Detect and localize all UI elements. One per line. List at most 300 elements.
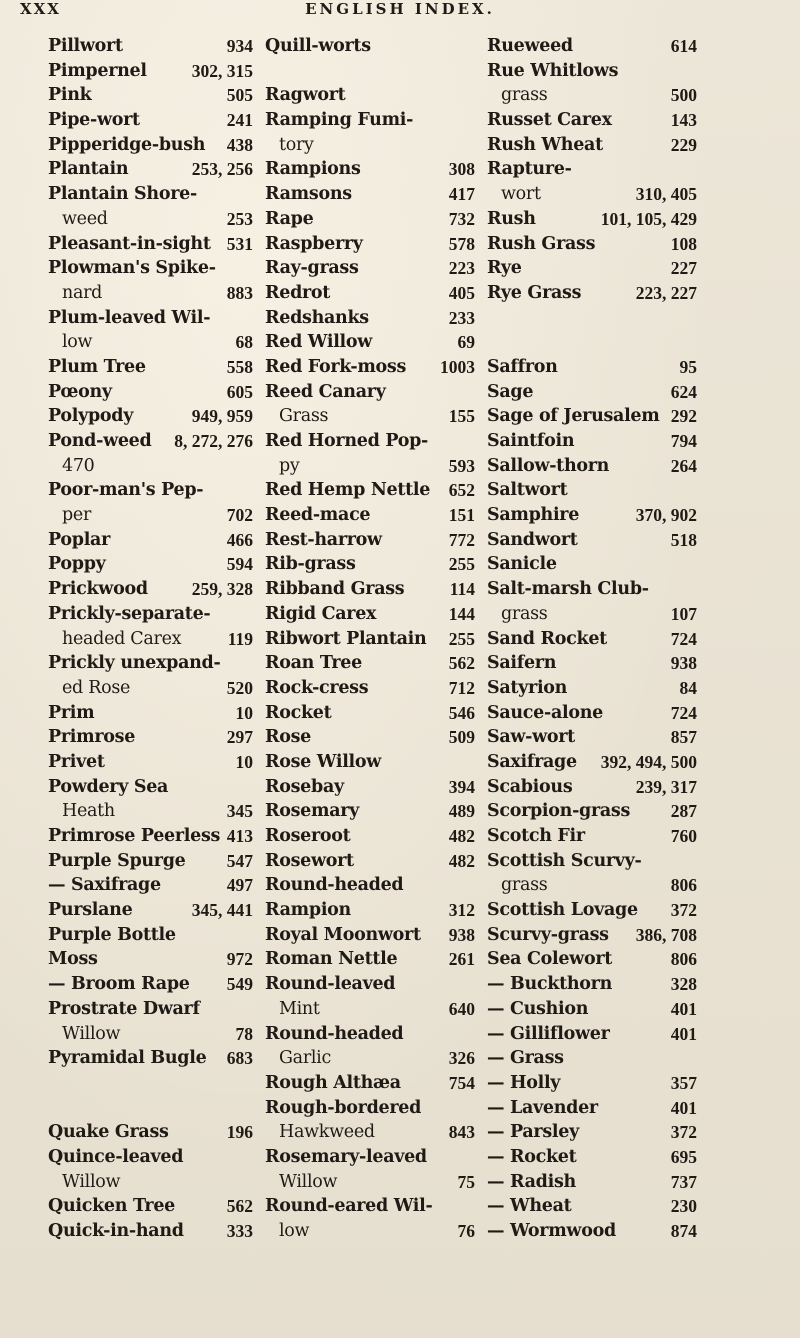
index-pages: 466 [226,529,253,550]
index-term: Pimpernel [48,60,147,81]
index-term: Powdery Sea [48,776,169,797]
index-entry [487,799,697,824]
index-term: Rye [487,258,522,279]
index-term: — Holly [487,1072,561,1093]
index-entry [487,59,697,84]
index-pages: 737 [670,1171,697,1192]
index-term: Pipperidge-bush [48,134,206,155]
index-pages: 75 [457,1171,475,1192]
index-term: Rock-cress [265,677,369,698]
index-term: — Broom Rape [48,974,190,995]
index-pages: 345, 441 [191,900,253,921]
index-entry [48,256,253,281]
index-term: Rough-bordered [265,1097,422,1118]
index-entry [487,380,697,405]
index-entry [487,849,697,874]
index-pages: 578 [448,233,475,254]
index-term: weed [62,208,108,229]
index-entry [265,232,475,257]
index-entry [487,824,697,849]
index-term: — Grass [487,1048,564,1069]
index-pages [471,429,475,454]
index-pages: 229 [670,134,697,155]
index-term: Satyrion [487,677,568,698]
index-term: Saltwort [487,480,568,501]
index-entry [265,133,475,158]
index-pages: 497 [226,875,253,896]
index-term: low [62,332,93,353]
index-pages: 143 [670,110,697,131]
index-term: Prostrate Dwarf [48,998,200,1019]
index-pages: 392, 494, 500 [600,751,697,772]
index-term: Samphire [487,505,580,526]
index-entry [48,799,253,824]
index-term: Round-headed [265,875,404,896]
index-pages: 547 [226,850,253,871]
index-entry [265,355,475,380]
index-pages: 333 [226,1221,253,1241]
index-entry [265,701,475,726]
index-entry [48,281,253,306]
index-term: Redrot [265,282,331,303]
index-term: Saintfoin [487,431,575,451]
index-entry [487,750,697,775]
index-entry [265,108,475,133]
index-entry [265,306,475,331]
index-entry [265,281,475,306]
index-entry [265,577,475,602]
index-entry [265,627,475,652]
index-term: grass [501,85,548,106]
index-pages: 712 [448,677,475,698]
index-pages: 482 [448,826,475,846]
index-term: Primrose [48,727,136,748]
index-term: Rocket [265,702,332,723]
index-pages: 413 [226,826,253,846]
index-term: Rush Wheat [487,134,603,155]
index-pages: 223 [448,258,475,279]
index-term: Garlic [279,1048,331,1069]
index-entry [487,552,697,577]
index-pages: 702 [226,505,253,526]
index-pages: 482 [448,850,475,871]
index-pages: 401 [670,998,697,1019]
index-entry [48,454,253,479]
index-term: Rose Willow [265,751,382,772]
index-entry [265,59,475,84]
index-term: — Parsley [487,1122,579,1143]
index-entry [487,503,697,528]
index-entry [48,478,253,503]
blank-margin [0,950,800,1338]
index-pages: 624 [670,381,697,402]
index-entry [487,355,697,380]
index-term: Scottish Scurvy- [487,850,642,871]
index-pages: 394 [448,776,475,797]
index-pages: 874 [670,1221,697,1241]
index-term: Red Willow [265,332,373,353]
index-entry [265,799,475,824]
index-term: Rough Althæa [265,1072,401,1093]
index-pages [693,59,697,84]
index-term: Roman Nettle [265,949,398,970]
index-term: Scabious [487,776,573,797]
index-pages [471,34,475,59]
index-term: Quick-in-hand [48,1221,184,1241]
index-term: Rose [265,727,312,748]
index-pages [693,157,697,182]
index-entry [48,552,253,577]
index-entry [265,207,475,232]
index-entry [48,775,253,800]
index-pages: 857 [670,727,697,748]
index-entry [48,182,253,207]
index-pages: 546 [448,702,475,723]
index-pages: 518 [670,529,697,550]
index-pages: 417 [448,184,475,205]
index-term: Ramping Fumi- [265,110,414,131]
index-term: Quicken Tree [48,1196,175,1217]
index-pages: 652 [448,480,475,501]
index-term: — Lavender [487,1097,598,1118]
index-pages: 972 [226,949,253,970]
index-entry [487,306,697,331]
index-pages: 253, 256 [191,159,253,180]
index-entry [487,923,697,948]
index-entry [487,256,697,281]
index-term: Plantain Shore- [48,184,197,205]
index-pages [693,552,697,577]
index-term: per [62,505,92,526]
index-pages [249,923,253,948]
index-pages [471,59,475,84]
index-term: Ribband Grass [265,579,405,600]
index-entry [265,775,475,800]
index-term: Rosewort [265,850,354,871]
index-pages: 76 [457,1221,475,1241]
index-term: Rib-grass [265,554,356,575]
index-entry [48,651,253,676]
index-entry [265,923,475,948]
index-pages: 794 [670,431,697,451]
index-term: Pink [48,85,92,106]
index-pages: 223, 227 [635,282,697,303]
index-entry [487,528,697,553]
index-pages: 259, 328 [191,579,253,600]
index-entry [48,923,253,948]
index-term: Saw-wort [487,727,575,748]
index-entry [265,454,475,479]
index-entry [48,602,253,627]
index-term: Sandwort [487,529,578,550]
index-pages: 683 [226,1048,253,1069]
index-entry [265,528,475,553]
index-entry [48,34,253,59]
index-entry [265,182,475,207]
index-entry [487,34,697,59]
index-pages [249,182,253,207]
index-pages [471,83,475,108]
index-entry [48,133,253,158]
index-pages: 605 [226,381,253,402]
index-pages: 119 [227,628,253,649]
index-entry [487,83,697,108]
index-term: grass [501,875,548,896]
index-pages: 558 [226,356,253,377]
page-number: XXX [20,0,61,18]
index-term: Rue Whitlows [487,60,619,81]
index-entry [48,676,253,701]
index-pages: 227 [670,258,697,279]
index-entry [265,651,475,676]
index-pages: 724 [670,628,697,649]
index-entry [265,404,475,429]
index-pages: 151 [448,505,475,526]
index-term: Rosemary [265,801,360,822]
index-pages [693,478,697,503]
index-term: low [279,1221,310,1241]
index-entry [487,627,697,652]
index-term: — Rocket [487,1146,577,1167]
index-pages: 531 [226,233,253,254]
index-entry [487,133,697,158]
index-pages [249,775,253,800]
index-pages: 357 [670,1072,697,1093]
index-pages: 370, 902 [635,505,697,526]
index-entry [265,157,475,182]
index-term: Quake Grass [48,1122,169,1143]
index-term: Rest-harrow [265,529,382,550]
index-term: Roseroot [265,826,351,846]
index-pages: 754 [448,1072,475,1093]
index-pages [693,577,697,602]
index-entry [48,306,253,331]
index-term: wort [501,184,541,205]
index-pages: 255 [448,628,475,649]
index-entry [48,701,253,726]
index-pages [249,256,253,281]
index-term: Prim [48,702,95,723]
index-entry [265,873,475,898]
index-entry [265,602,475,627]
index-entry [48,83,253,108]
index-entry [48,355,253,380]
index-pages: 144 [448,603,475,624]
index-term: Royal Moonwort [265,924,421,945]
index-entry [487,429,697,454]
index-pages [249,454,253,479]
index-pages: 310, 405 [635,184,697,205]
index-pages [471,380,475,405]
index-term: Rampions [265,159,361,180]
index-pages: 372 [670,900,697,921]
index-term: Willow [62,1171,121,1192]
index-term: ed Rose [62,677,131,698]
index-term: Saffron [487,356,558,377]
index-entry [48,824,253,849]
index-entry [48,725,253,750]
index-term: Moss [48,949,98,970]
index-pages: 593 [448,455,475,476]
index-entry [48,528,253,553]
index-pages: 760 [670,826,697,846]
index-term: Roan Tree [265,653,362,674]
index-pages: 255 [448,554,475,575]
index-entry [487,330,697,355]
index-term: Salt-marsh Club- [487,579,649,600]
index-term: nard [62,282,103,303]
index-entry [487,775,697,800]
index-term: Pœony [48,381,112,402]
index-term: Pipe-wort [48,110,140,131]
index-term: Raspberry [265,233,363,254]
index-pages: 84 [679,677,697,698]
index-pages: 695 [670,1146,697,1167]
index-pages: 489 [448,801,475,822]
index-term: — Radish [487,1171,576,1192]
index-term: Rush [487,208,536,229]
index-term: 470 [62,455,95,476]
index-entry [48,577,253,602]
index-entry [265,380,475,405]
index-pages: 724 [670,702,697,723]
index-entry [48,404,253,429]
index-pages: 401 [670,1097,697,1118]
index-pages: 345 [226,801,253,822]
index-pages: 509 [448,727,475,748]
index-pages: 10 [235,702,253,723]
index-pages: 562 [226,1196,253,1217]
index-term: Scurvy-grass [487,924,609,945]
index-pages [249,478,253,503]
index-term: Purple Spurge [48,850,186,871]
index-pages: 312 [448,900,475,921]
index-entry [48,750,253,775]
index-term: Ragwort [265,85,346,106]
index-term: Round-leaved [265,974,396,995]
index-entry [265,849,475,874]
index-term: Willow [279,1171,338,1192]
index-entry [265,898,475,923]
index-pages: 69 [457,332,475,353]
index-pages: 806 [670,949,697,970]
index-entry [265,330,475,355]
index-term: Reed Canary [265,381,386,402]
index-pages: 1003 [440,356,475,377]
index-pages: 95 [679,356,697,377]
index-pages: 155 [448,406,475,427]
index-entry [487,701,697,726]
index-entry [487,676,697,701]
index-term: Rosebay [265,776,344,797]
index-pages: 772 [448,529,475,550]
index-pages [249,602,253,627]
index-entry [265,503,475,528]
index-term: Heath [62,801,115,822]
index-pages: 114 [449,579,475,600]
index-pages: 308 [448,159,475,180]
index-term: Redshanks [265,307,369,328]
index-pages: 732 [448,208,475,229]
index-pages: 938 [670,653,697,674]
index-pages: 241 [226,110,253,131]
index-body [48,34,788,1241]
index-entry [487,577,697,602]
index-term: — Buckthorn [487,974,613,995]
index-pages: 401 [670,1023,697,1044]
index-entry [265,83,475,108]
index-entry [487,207,697,232]
index-term: Quince-leaved [48,1146,184,1167]
index-pages: 500 [670,85,697,106]
index-term: Scotch Fir [487,826,585,846]
index-entry [265,429,475,454]
index-term: Prickwood [48,579,148,600]
index-entry [487,108,697,133]
index-pages [471,108,475,133]
index-term: Grass [279,406,329,427]
index-term: Rampion [265,900,351,921]
index-term: Red Fork-moss [265,356,407,377]
index-term: Pleasant-in-sight [48,233,211,254]
index-term: Rye Grass [487,282,582,303]
index-pages: 107 [670,603,697,624]
index-term: Privet [48,751,105,772]
index-term: Saifern [487,653,557,674]
index-term: — Saxifrage [48,875,161,896]
index-entry [48,207,253,232]
index-pages: 326 [448,1048,475,1069]
index-term: Round-eared Wil- [265,1196,433,1217]
index-entry [487,182,697,207]
index-entry [48,157,253,182]
index-term: grass [501,603,548,624]
index-term: Mint [279,998,320,1019]
index-entry [265,824,475,849]
index-pages [471,750,475,775]
index-term: Ribwort Plantain [265,628,427,649]
index-pages: 101, 105, 429 [600,208,697,229]
index-pages: 883 [226,282,253,303]
index-entry [487,651,697,676]
index-pages: 949, 959 [191,406,253,427]
index-pages: 505 [226,85,253,106]
index-pages: 934 [226,36,253,56]
index-term: Plantain [48,159,129,180]
index-pages: 302, 315 [191,60,253,81]
index-pages: 253 [226,208,253,229]
index-pages: 614 [670,36,697,56]
index-term: Sage [487,381,534,402]
index-entry [265,552,475,577]
index-term: Poplar [48,529,111,550]
index-term: Willow [62,1023,121,1044]
index-term: Hawkweed [279,1122,375,1143]
index-pages: 264 [670,455,697,476]
index-pages: 549 [226,974,253,995]
index-pages [693,330,697,355]
index-entry [48,849,253,874]
index-term: — Gilliflower [487,1023,610,1044]
index-term: Scottish Lovage [487,900,638,921]
index-term: Plowman's Spike- [48,258,216,279]
index-entry [487,898,697,923]
index-term: Primrose Peerless [48,826,221,846]
index-term: Quill-worts [265,36,371,56]
index-pages: 938 [448,924,475,945]
index-pages: 78 [235,1023,253,1044]
index-pages: 806 [670,875,697,896]
